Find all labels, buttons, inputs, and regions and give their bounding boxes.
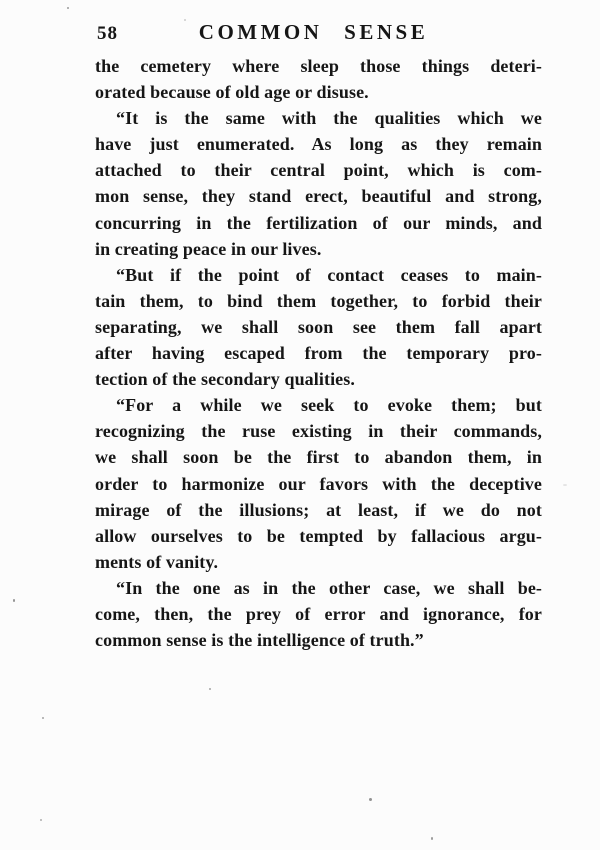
text-line: have just enumerated. As long as they remain — [95, 134, 542, 155]
text-line: tain them, to bind them together, to forbid their — [95, 290, 542, 311]
scan-speck — [369, 798, 372, 801]
text-line: after having escaped from the temporary pro- — [95, 343, 542, 364]
text-line: come, then, the prey of error and ignorance, for — [95, 603, 542, 624]
scan-speck — [40, 819, 42, 821]
page-title: COMMON SENSE — [198, 20, 429, 44]
text-line: “It is the same with the qualities which we — [116, 108, 542, 129]
text-line: order to harmonize our favors with the deceptive — [95, 473, 542, 494]
scan-speck — [209, 688, 211, 690]
text-line: tection of the secondary qualities. — [95, 369, 355, 390]
text-line: “But if the point of contact ceases to main- — [116, 264, 542, 285]
paragraph — [95, 53, 542, 105]
text-line: “In the one as in the other case, we shall be- — [116, 577, 542, 598]
text-line: mon sense, they stand erect, beautiful and strong, — [95, 186, 542, 207]
text-line: allow ourselves to be tempted by fallacious argu- — [95, 525, 542, 546]
text-line: recognizing the ruse existing in their commands, — [95, 421, 542, 442]
paragraph — [95, 262, 542, 392]
text-line: mirage of the illusions; at least, if we do not — [95, 499, 542, 520]
page-number: 58 — [97, 23, 118, 44]
text-line: ments of vanity. — [95, 551, 219, 572]
scan-speck — [431, 837, 433, 840]
scan-speck — [563, 484, 567, 486]
paragraph — [95, 575, 542, 653]
scan-speck — [67, 7, 69, 9]
paragraph — [95, 105, 542, 262]
running-header — [95, 20, 542, 48]
text-line: concurring in the fertilization of our minds, and — [95, 212, 542, 233]
text-line: orated because of old age or disuse. — [95, 82, 369, 103]
text-line: we shall soon be the first to abandon them, in — [95, 447, 542, 468]
text-line: “For a while we seek to evoke them; but — [116, 395, 542, 416]
body-text — [95, 53, 542, 653]
text-line: separating, we shall soon see them fall apart — [95, 316, 542, 337]
scan-speck — [13, 599, 15, 602]
text-line: in creating peace in our lives. — [95, 238, 322, 259]
text-line: attached to their central point, which is com- — [95, 160, 542, 181]
paragraph — [95, 392, 542, 575]
scan-speck — [42, 717, 44, 719]
scan-speck — [184, 19, 186, 21]
text-line: common sense is the intelligence of truth.” — [95, 630, 424, 651]
text-line: the cemetery where sleep those things deteri- — [95, 56, 542, 76]
